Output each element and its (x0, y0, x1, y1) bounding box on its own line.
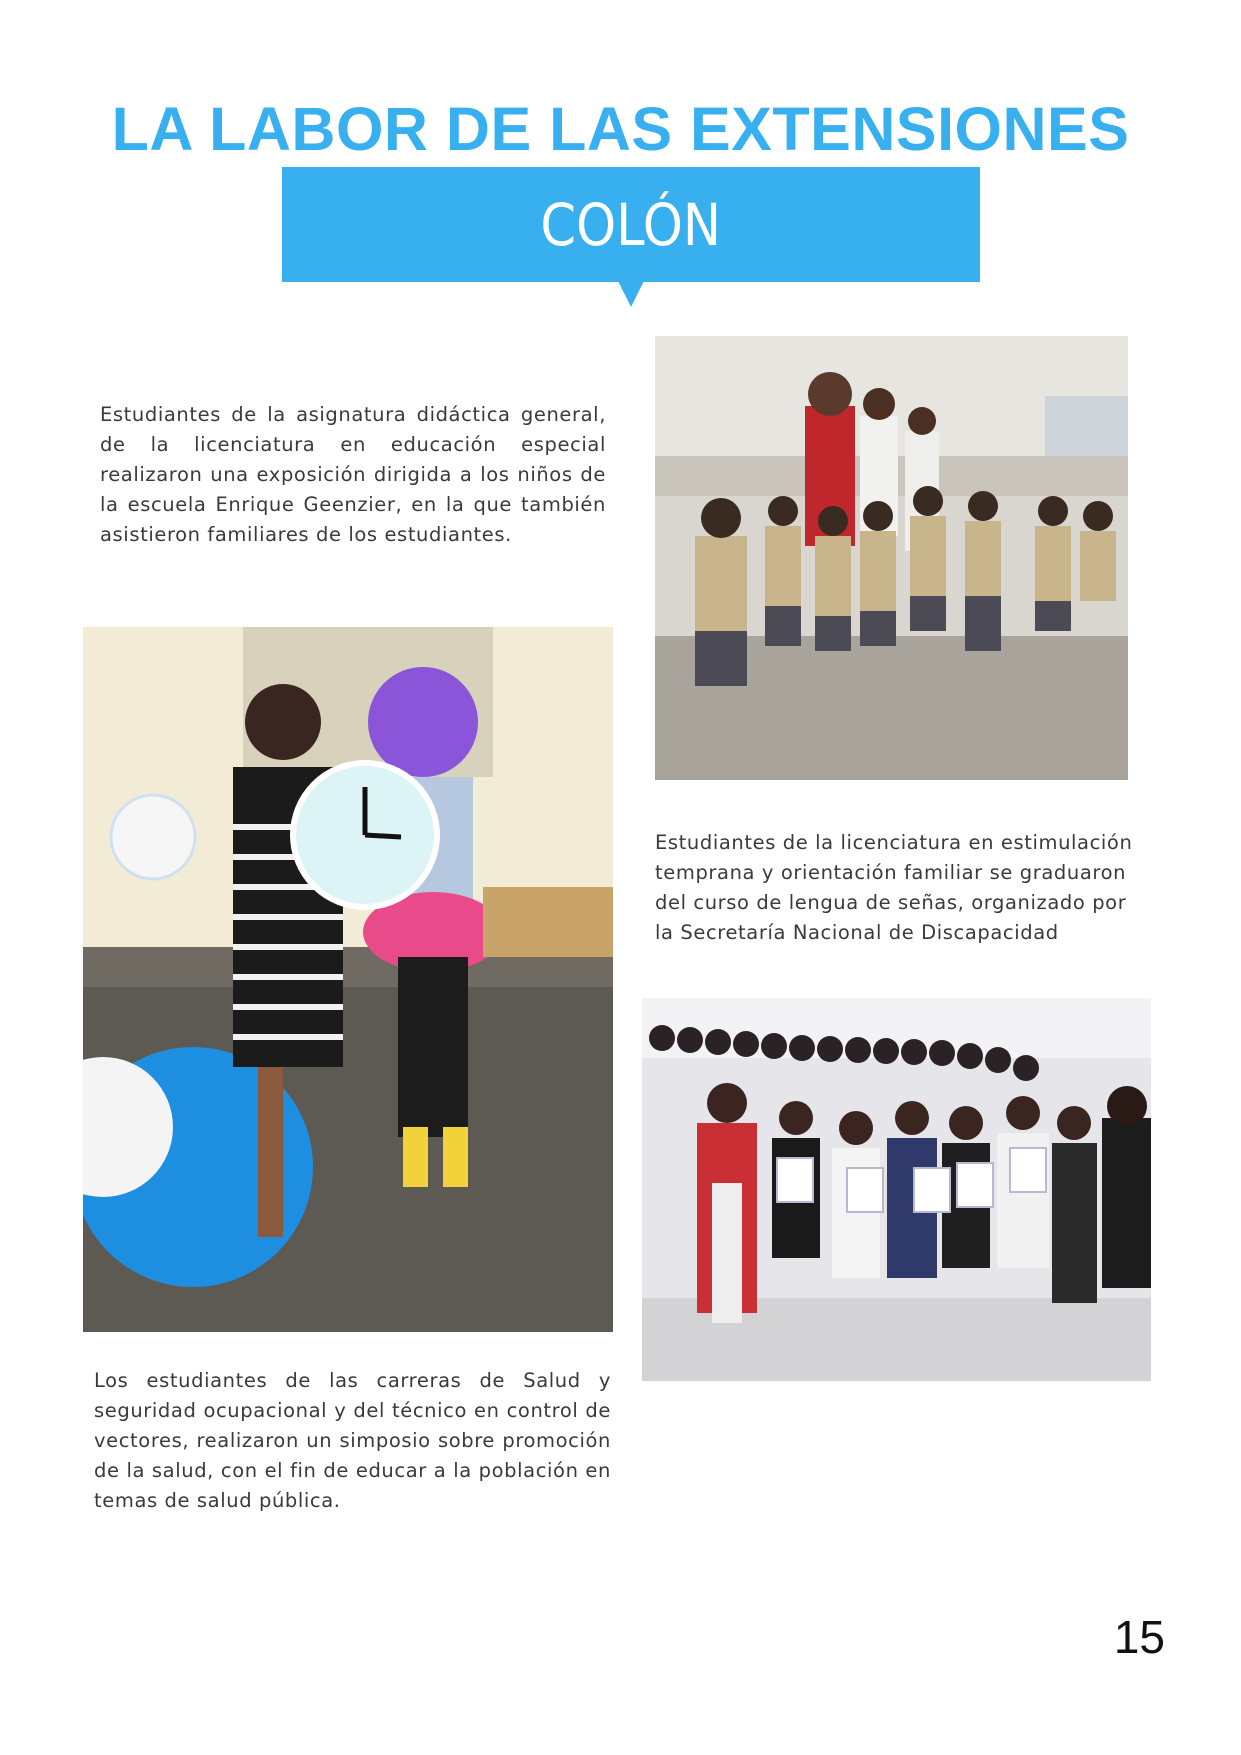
photo-clock-exhibition (83, 627, 613, 1332)
banner-pointer (618, 281, 644, 307)
page-title: LA LABOR DE LAS EXTENSIONES (111, 95, 1130, 163)
section-banner (282, 167, 980, 282)
photo-graduation-group (642, 998, 1151, 1381)
photo-children-classroom (655, 336, 1128, 780)
caption-sign-language: Estudiantes de la licenciatura en estimulación temprana y orientación familiar se graduaron del curso de lengua de señas, organizado por la Secretaría Nacional de Discapacidad (655, 831, 1133, 944)
caption-special-education: Estudiantes de la asignatura didáctica general, de la licenciatura en educación especial realizaron una exposición dirigida a los niños de la escuela Enrique Geenzier, en la que también asistieron familiares de los estudiantes. (100, 403, 606, 546)
page-number: 15 (1113, 1611, 1165, 1663)
caption-health-symposium: Los estudiantes de las carreras de Salud y seguridad ocupacional y del técnico en control de vectores, realizaron un simposio sobre promoción de la salud, con el fin de educar a la población en temas de salud pública. (94, 1369, 611, 1512)
section-banner-label: COLÓN (540, 190, 722, 259)
